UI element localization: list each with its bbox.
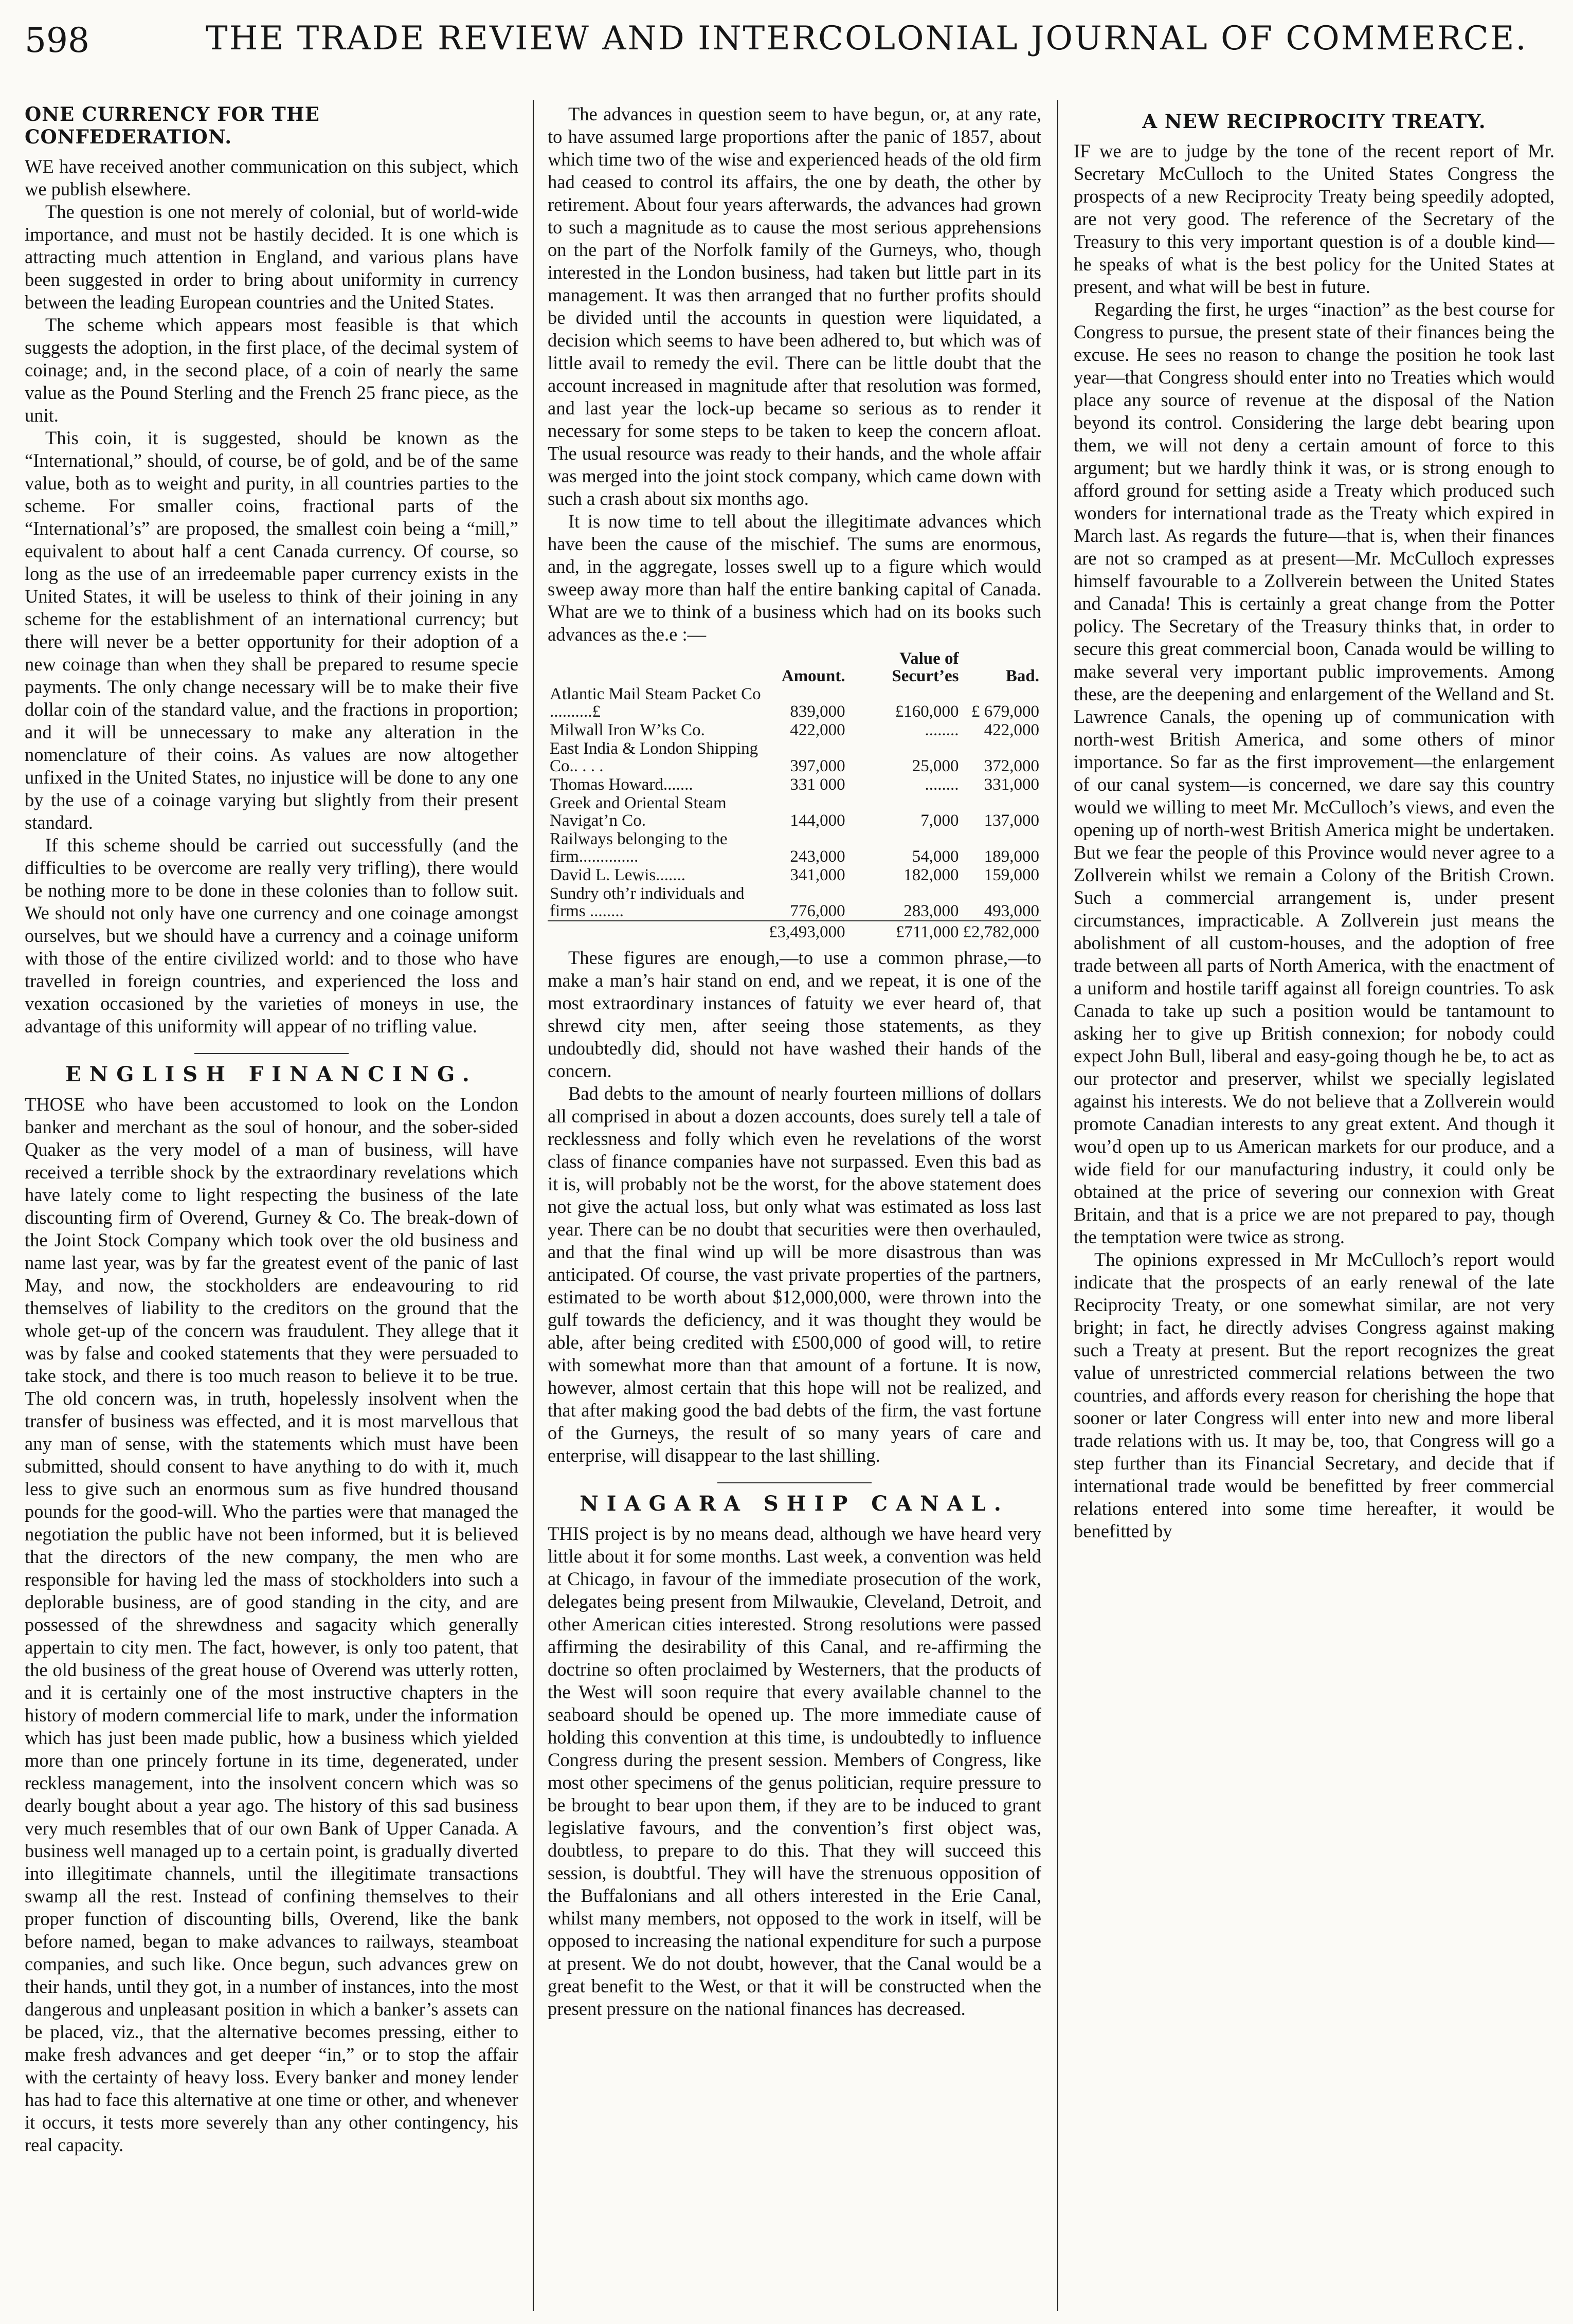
article-title-canal: NIAGARA SHIP CANAL. [580,1492,1009,1516]
table-row [548,866,1041,884]
paragraph: The question is one not merely of colonial, but of world-wide importance, and must not be hastily decided. It is one which is attracting much attention in England, and various plans have been suggested in order to bring about uniformity in currency between the leading European countries and the United States. [25,201,518,313]
article-title-currency: ONE CURRENCY FOR THE CONFEDERATION. [25,103,320,148]
paragraph: WE have received another communication on this subject, which we publish elsewhere. [25,156,518,199]
table-cell: £3,493,000 [767,921,847,941]
table-cell: 144,000 [790,811,845,830]
table-cell: 341,000 [790,866,845,884]
table-row [548,830,1041,866]
table-row [548,721,1041,739]
table-cell: £160,000 [895,702,959,721]
table-cell [548,921,767,941]
paragraph: THIS project is by no means dead, although we have heard very little about it for some months. Last week, a convention was held at Chicago, in favour of the immediate prosecution of the work, delegates being present from Milwaukie, Cleveland, Detroit, and other American cities interested. Strong resolutions were passed affirming the desirability of this Canal, and re-affirming the doctrine so often proclaimed by Westerners, that the products of the West will soon require that every available channel to the seaboard should be opened up. The more immediate cause of holding this convention at this time, is undoubtedly to influence Congress during the present session. Members of Congress, like most other specimens of the genus politician, require pressure to be brought to bear upon them, if they are to be induced to grant legislative favours, and the convention’s first object was, doubtless, to prepare to do this. That they will succeed this session, is doubtful. They will have the strenuous opposition of the Buffalonians and all others interested in the Erie Canal, whilst many members, not opposed to the work in itself, will be opposed to increasing the national expenditure for such a purpose at present. We do not doubt, however, that the Canal would be a great benefit to the West, or that it will be constructed when the present pressure on the national finances has decreased. [548,1523,1041,2019]
table-cell: Atlantic Mail Steam Packet Co ..........£ [550,685,761,721]
section-divider [194,1053,349,1054]
running-title: THE TRADE REVIEW AND INTERCOLONIAL JOURNAL OF COMMERCE. [206,20,1528,58]
table-cell: 776,000 [790,902,845,920]
page-number: 598 [25,21,89,60]
column-2 [548,103,1041,2309]
table-cell: 182,000 [903,866,959,884]
table-cell: 25,000 [912,757,959,775]
advances-table [548,650,1041,941]
paragraph: These figures are enough,—to use a common phrase,—to make a man’s hair stand on end, and we repeat, it is one of the most extraordinary instances of fatuity we ever heard of, that shrewd city men, after seeing those statements, as they undoubtedly did, should not have washed their hands of the concern. [548,947,1041,1081]
table-cell: £ 679,000 [971,702,1039,721]
paragraph: IF we are to judge by the tone of the recent report of Mr. Secretary McCulloch to the United States Congress the prospects of a new Reciprocity Treaty being speedily adopted, are not very good. The reference of the Secretary of the Treasury to this very important question is of a double kind—he speaks of what is the best policy for the United States at present, and what will be best in future. [1074,140,1554,297]
table-cell: 372,000 [984,757,1039,775]
table-cell: Sundry oth’r individuals and firms ........ [550,884,745,920]
table-cell: 243,000 [790,847,845,866]
table-row [548,884,1041,921]
table-cell: £711,000 [847,921,961,941]
table-row [548,739,1041,775]
table-cell: 839,000 [790,702,845,721]
table-total-row [548,921,1041,941]
table-cell: 283,000 [903,902,959,920]
table-row [548,775,1041,794]
table-cell: 159,000 [984,866,1039,884]
table-cell: 189,000 [984,847,1039,866]
table-header [548,650,767,685]
column-1 [25,103,518,2309]
table-cell: 7,000 [920,811,959,830]
paragraph: The opinions expressed in Mr McCulloch’s report would indicate that the prospects of an early renewal of the late Reciprocity Treaty, or one somewhat similar, are not very bright; in fact, he directly advises Congress against making such a Treaty at present. But the report recognizes the great value of unrestricted commercial relations between the two countries, and affords every reason for cherishing the hope that sooner or later Congress will enter into new and more liberal trade relations with us. It may be, too, that Congress will go a step further than its Financial Secretary, and decide that if international trade would be benefitted by freer commercial relations entered into some time hereafter, it would be benefitted by [1074,1249,1554,1541]
table-cell: 397,000 [790,757,845,775]
paragraph: If this scheme should be carried out successfully (and the difficulties to be overcome are really very trifling), there would be nothing more to be done in these colonies than to follow suit. We should not only have one currency and one coinage amongst ourselves, but we should have a currency and a coinage uniform with those of the entire civilized world: and to those who have travelled in foreign countries, and experienced the loss and vexation occasioned by the varieties of moneys in use, the advantage of this uniformity will appear of no trifling value. [25,834,518,1037]
table-cell: 331 000 [790,775,845,794]
table-cell: £2,782,000 [961,921,1041,941]
column-divider [533,100,534,2311]
table-cell: 331,000 [984,775,1039,794]
table-header: Bad. [1005,667,1039,685]
paragraph: Regarding the first, he urges “inaction” as the best course for Congress to pursue, the present state of their finances being the excuse. He sees no reason to change the position he took last year—that Congress should enter into no Treaties which would place any source of revenue at the disposal of the Nation beyond its control. Considering the large debt bearing upon them, we will not deny a certain amount of force to this argument; but we hardly think it was, or is strong enough to afford ground for setting aside a Treaty which produced such wonders for international trade as the Treaty which expired in March last. As regards the future—that is, when their finances are not so cramped as at present—Mr. McCulloch expresses himself favourable to a Zollverein between the United States and Canada! This is certainly a great change from the Potter policy. The Secretary of the Treasury thinks that, in order to secure this great commercial boon, Canada would be willing to make several very important public improvements. Among these, are the deepening and enlargement of the Welland and St. Lawrence Canals, the opening up of communication with north-west British America, and some others of minor importance. So far as the first improvement—the enlargement of our canal system—is concerned, we dare say this country would we willing to meet Mr. McCulloch’s views, and even the opening up of north-west British America might be undertaken. But we fear the people of this Province would never agree to a Zollverein whilst we remain a Colony of the British Crown. Such a commercial arrangement is, under present circumstances, impracticable. A Zollverein just means the abolishment of all custom-houses, and the adoption of free trade between all parts of North America, with the enactment of a uniform and hostile tariff against all foreign countries. To ask Canada to take up such a position would be tantamount to asking her to give up British connexion; for nobody could expect John Bull, liberal and easy-going though he be, to act as our protector and preserver, whilst we specially legislated against his interests. We do not believe that a Zollverein would promote Canadian interests to any great extent. And though it wou’d open up to us American markets for our produce, and a wide field for our manufacturing industry, it could only be obtained at the price of severing our connexion with Great Britain, and that is a price we are not prepared to pay, though the temptation were twice as strong. [1074,299,1554,1247]
table-cell: ........ [925,721,959,739]
table-row [548,794,1041,830]
column-3 [1074,103,1554,2309]
table-cell: Thomas Howard....... [550,775,693,794]
table-cell: Railways belonging to the firm.............. [550,830,728,866]
section-divider [717,1482,872,1483]
table-cell: East India & London Shipping Co.. . . . [550,739,758,775]
paragraph: It is now time to tell about the illegitimate advances which have been the cause of the mischief. The sums are enormous, and, in the aggregate, losses swell up to a figure which would sweep away more than half the entire banking capital of Canada. What are we to think of a business which had on its books such advances as the.e :— [548,511,1041,645]
table-cell: 422,000 [790,721,845,739]
table-cell: Greek and Oriental Steam Navigat’n Co. [550,794,727,830]
paragraph: Bad debts to the amount of nearly fourteen millions of dollars all comprised in about a dozen accounts, does surely tell a tale of recklessness and folly which even he revelations of the worst class of finance companies have not surpassed. Even this bad as it is, will probably not be the worst, for the above statement does not give the actual loss, but only what was estimated as loss last year. There can be no doubt that securities were then overhauled, and that the final wind up will be more disastrous than was anticipated. Of course, the vast private properties of the partners, estimated to be worth about $12,000,000, were thrown into the gulf towards the deficiency, and it was thought they would be able, after being credited with £500,000 of good will, to retire with somewhat more than that amount of a fortune. It is now, however, almost certain that this hope will not be realized, and that after making good the bad debts of the firm, the vast fortune of the Gurneys, the result of so many years of care and enterprise, will disappear to the last shilling. [548,1083,1041,1466]
paragraph: This coin, it is suggested, should be known as the “International,” should, of course, be of gold, and be of the same value, both as to weight and purity, in all countries parties to the scheme. For smaller coins, fractional parts of the “International’s” are proposed, the smallest coin being a “mill,” equivalent to about half a cent Canada currency. Of course, so long as the use of an irredeemable paper currency exists in the United States, it will be useless to think of their joining in any scheme for the establishment of an international currency; but there will never be a better opportunity for their adoption of a new coinage than when they shall be prepared to resume specie payments. The only change necessary will be to make their five dollar coin of the standard value, and the fractions in proportion; and it will be unnecessary to make any alteration in the nomenclature of their coins. As values are now altogether unfixed in the United States, no injustice will be done to any one by the use of a coinage varying but slightly from their present standard. [25,427,518,833]
table-header: Value of Securt’es [892,649,959,685]
table-cell: 137,000 [984,811,1039,830]
page-header [0,0,1573,77]
column-divider [1057,100,1058,2311]
table-cell: 422,000 [984,721,1039,739]
table-cell: 54,000 [912,847,959,866]
article-title-financing: ENGLISH FINANCING. [65,1062,478,1086]
table-cell: ........ [925,775,959,794]
article-title-reciprocity: A NEW RECIPROCITY TREATY. [1142,110,1486,133]
table-cell: David L. Lewis....... [550,866,685,884]
paragraph: THOSE who have been accustomed to look on the London banker and merchant as the soul of honour, and the sober-sided Quaker as the very model of a man of business, will have received a terrible shock by the extraordinary revelations which have lately come to light respecting the business of the late discounting firm of Overend, Gurney & Co. The break-down of the Joint Stock Company which took over the old business and name last year, was by far the greatest event of the panic of last May, and now, the stockholders are endeavouring to rid themselves of liability to the creditors on the ground that the whole get-up of the concern was fraudulent. They allege that it was by false and cooked statements that they were persuaded to take stock, and there is too much reason to believe it to be true. The old concern was, in truth, hopelessly insolvent when the transfer of business was effected, and it is most marvellous that any man of sense, with the statements which must have been submitted, should consent to have anything to do with it, much less to give such an enormous sum as five hundred thousand pounds for the good-will. Who the parties were that managed the negotiation the public have not been informed, but it is believed that the directors of the new company, the men who are responsible for having led the mass of stockholders into such a deplorable business, are of good standing in the city, and are possessed of the shrewdness and sagacity which generally appertain to city men. The fact, however, is only too patent, that the old business of the great house of Overend was utterly rotten, and it is certainly one of the most instructive chapters in the history of modern commercial life to mark, under the information which has just been made public, how a business which yielded more than one princely fortune in its time, degenerated, under reckless management, into the insolvent concern which was so dearly bought about a year ago. The history of this sad business very much resembles that of our own Bank of Upper Canada. A business well managed up to a certain point, is gradually diverted into illegitimate channels, until the illegitimate transactions swamp all the rest. Instead of confining themselves to their proper function of discounting bills, Overend, like the bank before named, began to make advances to railways, steamboat companies, and such like. Once begun, such advances grew on their hands, until they got, in a number of instances, into the most dangerous and unpleasant position in which a banker’s assets can be placed, viz., that the alternative becomes pressing, either to make fresh advances and get deeper “in,” or to stop the affair with the certainty of heavy loss. Every banker and money lender has had to face this alternative at one time or other, and whenever it occurs, it tests more severely than any other contingency, his real capacity. [25,1094,518,2155]
paragraph: The scheme which appears most feasible is that which suggests the adoption, in the first place, of the decimal system of coinage; and, in the second place, of a coin of nearly the same value as the Pound Sterling and the French 25 franc piece, as the unit. [25,314,518,426]
table-cell: Milwall Iron W’ks Co. [550,721,705,739]
paragraph: The advances in question seem to have begun, or, at any rate, to have assumed large proportions after the panic of 1857, about which time two of the wise and experienced heads of the old firm had ceased to control its affairs, the one by death, the other by retirement. About four years afterwards, the advances had grown to such a magnitude as to cause the most serious apprehensions on the part of the Norfolk family of the Gurneys, who, though interested in the London business, had taken but little part in its management. It was then arranged that no further profits should be divided until the accounts in question were liquidated, a decision which seems to have been adhered to, but which was of little avail to remedy the evil. There can be little doubt that the account increased in magnitude after that resolution was formed, and last year the lock-up became so serious as to render it necessary for some steps to be taken to keep the concern afloat. The usual resource was ready to their hands, and the whole affair was merged into the joint stock company, which came down with such a crash about six months ago. [548,103,1041,509]
table-row [548,685,1041,721]
table-header: Amount. [781,667,845,685]
table-cell: 493,000 [984,902,1039,920]
